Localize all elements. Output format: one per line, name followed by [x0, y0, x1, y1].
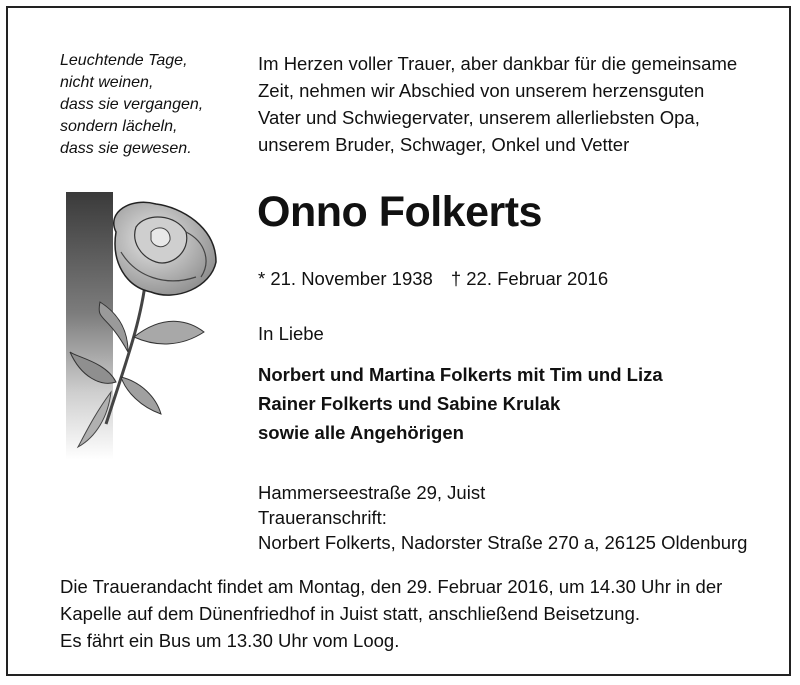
- poem-line: sondern lächeln,: [60, 118, 178, 135]
- poem-line: dass sie gewesen.: [60, 140, 192, 157]
- address-block: [258, 480, 747, 555]
- poem-line: dass sie vergangen,: [60, 96, 204, 113]
- poem: [60, 50, 203, 160]
- address-line: Traueranschrift:: [258, 507, 387, 528]
- mourner-line: Norbert und Martina Folkerts mit Tim und Liza: [258, 364, 663, 385]
- mourner-line: sowie alle Angehörigen: [258, 422, 464, 443]
- intro-line: Vater und Schwiegervater, unserem allerliebsten Opa,: [258, 107, 700, 128]
- deceased-name: Onno Folkerts: [257, 188, 542, 236]
- poem-line: nicht weinen,: [60, 74, 154, 91]
- intro-line: Im Herzen voller Trauer, aber dankbar für die gemeinsame: [258, 53, 738, 74]
- poem-line: Leuchtende Tage,: [60, 52, 188, 69]
- service-line: Kapelle auf dem Dünenfriedhof in Juist statt, anschließend Beisetzung.: [60, 603, 641, 624]
- life-dates: [258, 268, 608, 290]
- intro-line: unserem Bruder, Schwager, Onkel und Vetter: [258, 134, 630, 155]
- service-info: [60, 573, 722, 654]
- intro-line: Zeit, nehmen wir Abschied von unserem herzensguten: [258, 80, 705, 101]
- death-date: † 22. Februar 2016: [450, 268, 609, 289]
- birth-date: * 21. November 1938: [258, 268, 433, 289]
- mourners-list: [258, 360, 663, 447]
- address-line: Hammerseestraße 29, Juist: [258, 482, 486, 503]
- intro-text: [258, 50, 737, 158]
- rose-icon: [66, 192, 228, 460]
- service-line: Die Trauerandacht findet am Montag, den 29. Februar 2016, um 14.30 Uhr in der: [60, 576, 723, 597]
- address-line: Norbert Folkerts, Nadorster Straße 270 a, 26125 Oldenburg: [258, 532, 748, 553]
- in-love-label: In Liebe: [258, 323, 324, 344]
- service-line: Es fährt ein Bus um 13.30 Uhr vom Loog.: [60, 630, 400, 651]
- mourner-line: Rainer Folkerts und Sabine Krulak: [258, 393, 561, 414]
